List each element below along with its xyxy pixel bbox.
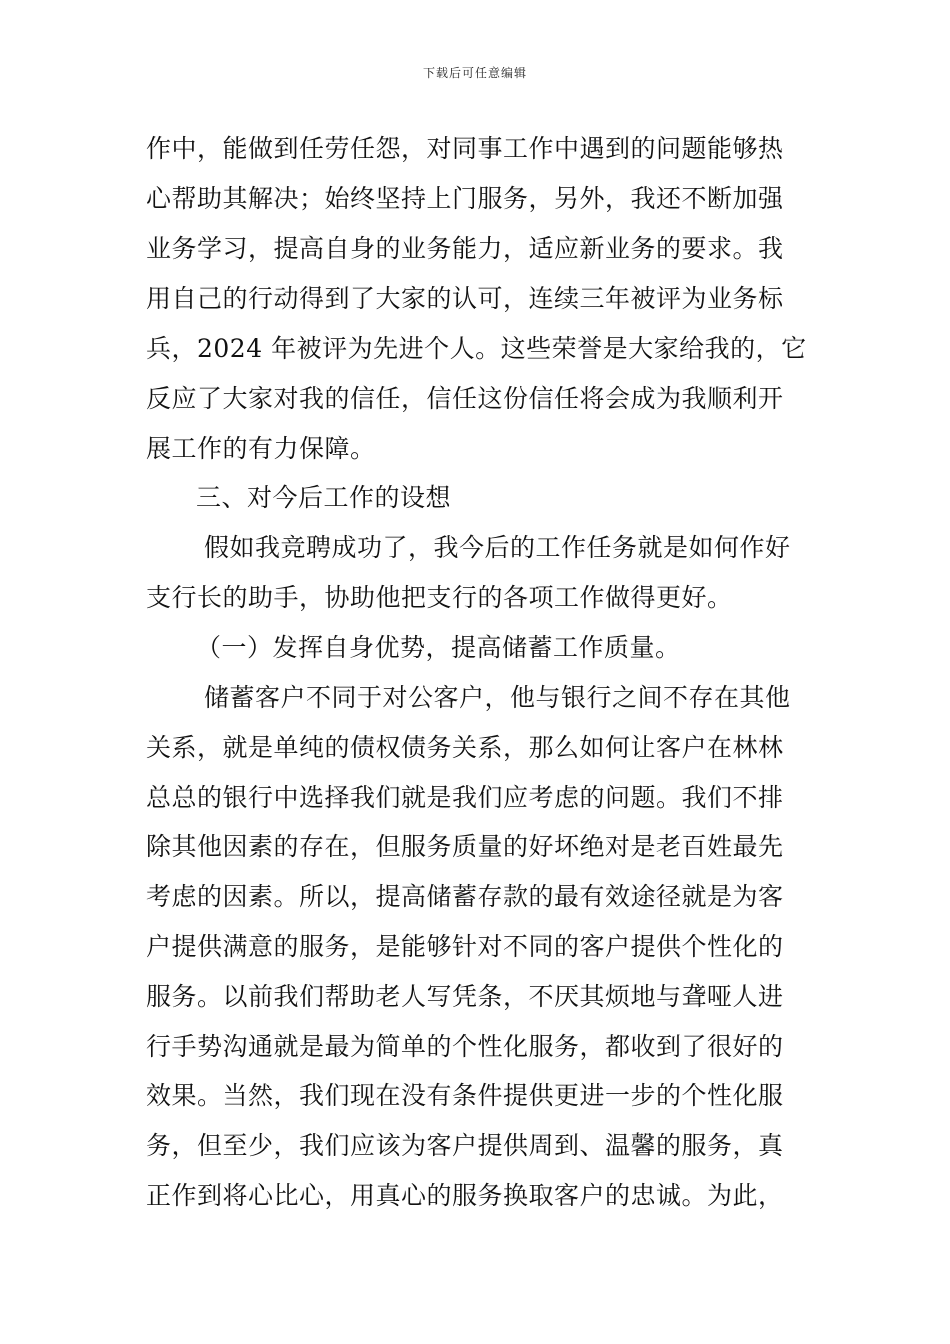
body-line: 除其他因素的存在，但服务质量的好坏绝对是老百姓最先 (146, 832, 784, 861)
body-line: 关系，就是单纯的债权债务关系，那么如何让客户在林林 (146, 733, 784, 762)
body-line: 支行长的助手，协助他把支行的各项工作做得更好。 (146, 583, 733, 612)
body-line: 效果。当然，我们现在没有条件提供更进一步的个性化服 (146, 1081, 784, 1110)
body-line: 行手势沟通就是最为简单的个性化服务，都收到了很好的 (146, 1032, 784, 1061)
body-line: 服务。以前我们帮助老人写凭条，不厌其烦地与聋哑人进 (146, 982, 784, 1011)
body-line: 总总的银行中选择我们就是我们应考虑的问题。我们不排 (146, 783, 784, 812)
body-line: 心帮助其解决；始终坚持上门服务，另外，我还不断加强 (146, 184, 784, 213)
body-line: 用自己的行动得到了大家的认可，连续三年被评为业务标 (146, 284, 784, 313)
body-line: 展工作的有力保障。 (146, 434, 376, 463)
section-heading: 三、对今后工作的设想 (196, 483, 452, 512)
body-line: 务，但至少，我们应该为客户提供周到、温馨的服务，真 (146, 1131, 784, 1160)
body-line: 作中，能做到任劳任怨，对同事工作中遇到的问题能够热 (146, 134, 784, 163)
body-line: 储蓄客户不同于对公客户，他与银行之间不存在其他 (204, 683, 791, 712)
subsection-heading: （一）发挥自身优势，提高储蓄工作质量。 (196, 633, 681, 662)
body-line: 反应了大家对我的信任，信任这份信任将会成为我顺利开 (146, 384, 784, 413)
body-line: 正作到将心比心，用真心的服务换取客户的忠诚。为此， (146, 1181, 784, 1210)
body-line: 兵，2024 年被评为先进个人。这些荣誉是大家给我的，它 (146, 334, 807, 363)
body-line: 业务学习，提高自身的业务能力，适应新业务的要求。我 (146, 234, 784, 263)
body-line: 户提供满意的服务，是能够针对不同的客户提供个性化的 (146, 932, 784, 961)
body-line: 考虑的因素。所以，提高储蓄存款的最有效途径就是为客 (146, 882, 784, 911)
page-header: 下载后可任意编辑 (422, 66, 527, 80)
body-line: 假如我竞聘成功了，我今后的工作任务就是如何作好 (204, 533, 791, 562)
